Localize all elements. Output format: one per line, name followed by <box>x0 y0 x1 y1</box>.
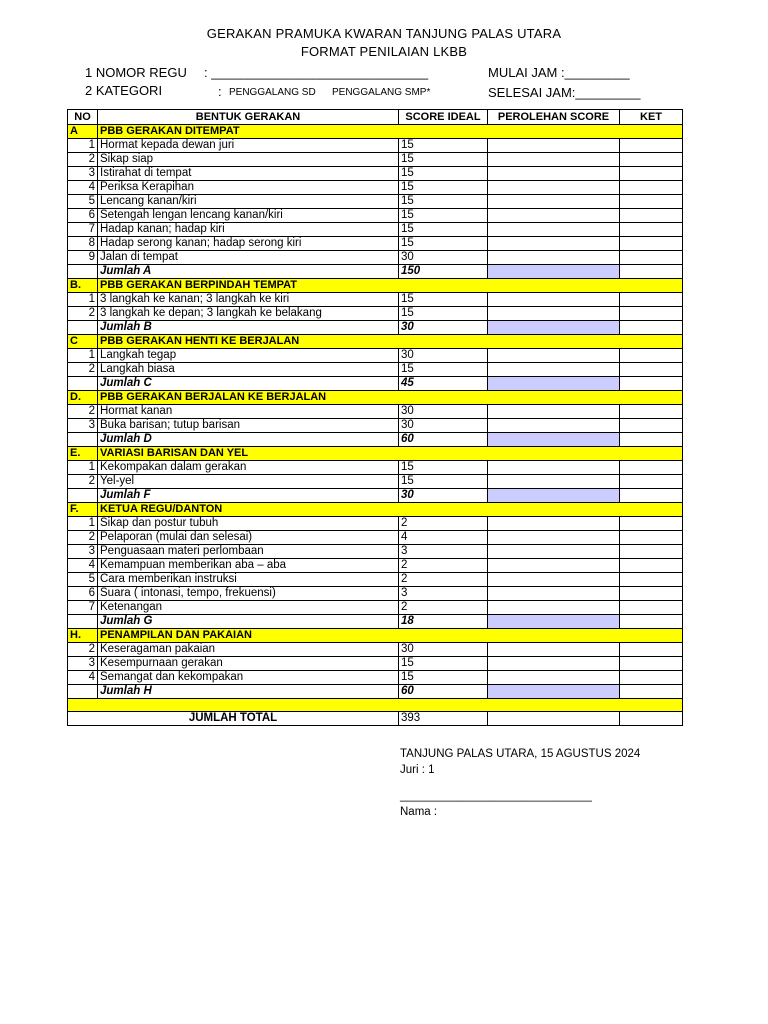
total-ket <box>620 712 683 726</box>
item-name: Keseragaman pakaian <box>98 643 399 657</box>
kategori-colon: : <box>218 84 222 99</box>
table-row <box>68 531 683 545</box>
item-no: 2 <box>68 475 98 489</box>
kategori-option-sd[interactable]: PENGGALANG SD <box>229 87 316 98</box>
col-header-ket: KET <box>620 110 683 125</box>
table-row <box>68 657 683 671</box>
section-code: D. <box>68 391 98 405</box>
table-row <box>68 573 683 587</box>
item-perolehan-score-input[interactable] <box>488 167 620 181</box>
item-no: 2 <box>68 363 98 377</box>
item-ket-input[interactable] <box>620 405 683 419</box>
table-row <box>68 181 683 195</box>
section-header-row <box>68 125 683 139</box>
subtotal-perolehan-input[interactable] <box>488 489 620 503</box>
item-ket-input[interactable] <box>620 671 683 685</box>
item-no: 5 <box>68 573 98 587</box>
item-no: 2 <box>68 643 98 657</box>
item-perolehan-score-input[interactable] <box>488 405 620 419</box>
kategori-option-smp[interactable]: PENGGALANG SMP* <box>332 87 431 98</box>
item-name: Buka barisan; tutup barisan <box>98 419 399 433</box>
subtotal-ket <box>620 489 683 503</box>
item-score-ideal: 15 <box>399 153 488 167</box>
item-no: 6 <box>68 587 98 601</box>
item-score-ideal: 4 <box>399 531 488 545</box>
col-header-score-ideal: SCORE IDEAL <box>399 110 488 125</box>
subtotal-perolehan-input[interactable] <box>488 615 620 629</box>
col-header-no: NO <box>68 110 98 125</box>
table-row <box>68 223 683 237</box>
table-row <box>68 209 683 223</box>
item-ket-input[interactable] <box>620 181 683 195</box>
total-label: JUMLAH TOTAL <box>68 712 399 726</box>
item-score-ideal: 15 <box>399 139 488 153</box>
table-row <box>68 153 683 167</box>
item-ket-input[interactable] <box>620 293 683 307</box>
item-ket-input[interactable] <box>620 251 683 265</box>
subtotal-score-ideal: 18 <box>399 615 488 629</box>
subtotal-ket <box>620 433 683 447</box>
item-perolehan-score-input[interactable] <box>488 307 620 321</box>
subtotal-perolehan-input[interactable] <box>488 265 620 279</box>
section-code: B. <box>68 279 98 293</box>
section-code: H. <box>68 629 98 643</box>
item-score-ideal: 15 <box>399 293 488 307</box>
item-perolehan-score-input[interactable] <box>488 657 620 671</box>
item-name: Kemampuan memberikan aba – aba <box>98 559 399 573</box>
item-ket-input[interactable] <box>620 223 683 237</box>
item-perolehan-score-input[interactable] <box>488 181 620 195</box>
item-score-ideal: 15 <box>399 181 488 195</box>
item-no: 2 <box>68 307 98 321</box>
table-row <box>68 517 683 531</box>
section-title: PENAMPILAN DAN PAKAIAN <box>98 629 683 643</box>
item-perolehan-score-input[interactable] <box>488 363 620 377</box>
subtotal-ket <box>620 377 683 391</box>
item-perolehan-score-input[interactable] <box>488 419 620 433</box>
item-perolehan-score-input[interactable] <box>488 195 620 209</box>
table-row <box>68 363 683 377</box>
table-row <box>68 475 683 489</box>
item-no: 3 <box>68 657 98 671</box>
item-no: 1 <box>68 293 98 307</box>
item-perolehan-score-input[interactable] <box>488 475 620 489</box>
section-code: F. <box>68 503 98 517</box>
total-score-ideal: 393 <box>399 712 488 726</box>
subtotal-no <box>68 321 98 335</box>
item-no: 4 <box>68 181 98 195</box>
subtotal-score-ideal: 30 <box>399 321 488 335</box>
assessment-table <box>67 109 683 726</box>
form-subtitle: FORMAT PENILAIAN LKBB <box>300 44 468 59</box>
item-no: 4 <box>68 671 98 685</box>
subtotal-score-ideal: 150 <box>399 265 488 279</box>
form-title: GERAKAN PRAMUKA KWARAN TANJUNG PALAS UTARA <box>206 26 562 41</box>
item-no: 2 <box>68 405 98 419</box>
item-ket-input[interactable] <box>620 559 683 573</box>
item-perolehan-score-input[interactable] <box>488 573 620 587</box>
item-score-ideal: 30 <box>399 251 488 265</box>
subtotal-ket <box>620 685 683 699</box>
subtotal-row <box>68 615 683 629</box>
item-perolehan-score-input[interactable] <box>488 251 620 265</box>
item-name: Cara memberikan instruksi <box>98 573 399 587</box>
item-score-ideal: 2 <box>399 573 488 587</box>
subtotal-row <box>68 489 683 503</box>
kategori-label: 2 KATEGORI <box>85 83 163 98</box>
section-header-row <box>68 279 683 293</box>
section-title: PBB GERAKAN DITEMPAT <box>98 125 683 139</box>
section-code: E. <box>68 447 98 461</box>
item-perolehan-score-input[interactable] <box>488 671 620 685</box>
item-perolehan-score-input[interactable] <box>488 153 620 167</box>
subtotal-score-ideal: 45 <box>399 377 488 391</box>
subtotal-no <box>68 433 98 447</box>
section-title: PBB GERAKAN BERPINDAH TEMPAT <box>98 279 683 293</box>
item-score-ideal: 3 <box>399 545 488 559</box>
item-score-ideal: 15 <box>399 223 488 237</box>
item-name: Hormat kanan <box>98 405 399 419</box>
item-score-ideal: 15 <box>399 195 488 209</box>
section-header-row <box>68 503 683 517</box>
item-ket-input[interactable] <box>620 419 683 433</box>
nomor-regu-field[interactable]: : ______________________________ <box>204 65 429 80</box>
item-ket-input[interactable] <box>620 601 683 615</box>
item-score-ideal: 30 <box>399 643 488 657</box>
section-header-row <box>68 391 683 405</box>
item-ket-input[interactable] <box>620 517 683 531</box>
item-name: Setengah lengan lencang kanan/kiri <box>98 209 399 223</box>
item-ket-input[interactable] <box>620 587 683 601</box>
item-perolehan-score-input[interactable] <box>488 517 620 531</box>
table-row <box>68 671 683 685</box>
table-header-row <box>68 110 683 125</box>
item-perolehan-score-input[interactable] <box>488 209 620 223</box>
item-no: 1 <box>68 349 98 363</box>
item-name: Sikap dan postur tubuh <box>98 517 399 531</box>
table-row <box>68 601 683 615</box>
item-score-ideal: 2 <box>399 517 488 531</box>
subtotal-score-ideal: 60 <box>399 433 488 447</box>
signature-line: ______________________________ <box>400 790 592 802</box>
subtotal-row <box>68 321 683 335</box>
item-score-ideal: 2 <box>399 601 488 615</box>
subtotal-perolehan-input[interactable] <box>488 433 620 447</box>
item-no: 8 <box>68 237 98 251</box>
item-no: 3 <box>68 545 98 559</box>
total-row <box>68 712 683 726</box>
subtotal-label: Jumlah A <box>98 265 399 279</box>
item-score-ideal: 2 <box>399 559 488 573</box>
subtotal-no <box>68 377 98 391</box>
item-perolehan-score-input[interactable] <box>488 461 620 475</box>
item-perolehan-score-input[interactable] <box>488 237 620 251</box>
section-title: VARIASI BARISAN DAN YEL <box>98 447 683 461</box>
item-ket-input[interactable] <box>620 545 683 559</box>
item-ket-input[interactable] <box>620 475 683 489</box>
item-score-ideal: 3 <box>399 587 488 601</box>
item-ket-input[interactable] <box>620 643 683 657</box>
item-no: 3 <box>68 419 98 433</box>
table-row <box>68 643 683 657</box>
item-no: 9 <box>68 251 98 265</box>
item-name: Hormat kepada dewan juri <box>98 139 399 153</box>
subtotal-perolehan-input[interactable] <box>488 685 620 699</box>
table-row <box>68 461 683 475</box>
item-name: Yel-yel <box>98 475 399 489</box>
subtotal-perolehan-input[interactable] <box>488 321 620 335</box>
item-no: 1 <box>68 139 98 153</box>
subtotal-no <box>68 685 98 699</box>
item-no: 3 <box>68 167 98 181</box>
subtotal-no <box>68 615 98 629</box>
item-name: 3 langkah ke kanan; 3 langkah ke kiri <box>98 293 399 307</box>
juri-label: Juri : 1 <box>400 764 435 776</box>
subtotal-label: Jumlah C <box>98 377 399 391</box>
item-name: Hadap serong kanan; hadap serong kiri <box>98 237 399 251</box>
item-ket-input[interactable] <box>620 349 683 363</box>
table-row <box>68 237 683 251</box>
table-row <box>68 307 683 321</box>
subtotal-ket <box>620 321 683 335</box>
table-row <box>68 349 683 363</box>
item-perolehan-score-input[interactable] <box>488 531 620 545</box>
item-no: 1 <box>68 461 98 475</box>
table-row <box>68 419 683 433</box>
item-perolehan-score-input[interactable] <box>488 293 620 307</box>
item-ket-input[interactable] <box>620 307 683 321</box>
item-name: Langkah biasa <box>98 363 399 377</box>
selesai-jam-field[interactable]: SELESAI JAM:_________ <box>488 85 641 100</box>
item-ket-input[interactable] <box>620 195 683 209</box>
table-row <box>68 405 683 419</box>
subtotal-row <box>68 685 683 699</box>
item-score-ideal: 15 <box>399 209 488 223</box>
nama-label[interactable]: Nama : <box>400 806 438 818</box>
table-row <box>68 293 683 307</box>
item-score-ideal: 30 <box>399 349 488 363</box>
section-header-row <box>68 629 683 643</box>
item-perolehan-score-input[interactable] <box>488 139 620 153</box>
total-perolehan-input[interactable] <box>488 712 620 726</box>
item-name: Istirahat di tempat <box>98 167 399 181</box>
item-no: 2 <box>68 153 98 167</box>
item-score-ideal: 30 <box>399 419 488 433</box>
table-row <box>68 545 683 559</box>
item-ket-input[interactable] <box>620 209 683 223</box>
item-name: Hadap kanan; hadap kiri <box>98 223 399 237</box>
item-perolehan-score-input[interactable] <box>488 223 620 237</box>
item-name: Kekompakan dalam gerakan <box>98 461 399 475</box>
table-row <box>68 559 683 573</box>
item-perolehan-score-input[interactable] <box>488 545 620 559</box>
item-no: 7 <box>68 223 98 237</box>
item-score-ideal: 15 <box>399 671 488 685</box>
item-ket-input[interactable] <box>620 461 683 475</box>
item-name: Penguasaan materi perlombaan <box>98 545 399 559</box>
subtotal-label: Jumlah H <box>98 685 399 699</box>
section-header-row <box>68 335 683 349</box>
place-date: TANJUNG PALAS UTARA, 15 AGUSTUS 2024 <box>400 748 641 760</box>
item-no: 2 <box>68 531 98 545</box>
nomor-regu-label: 1 NOMOR REGU <box>85 65 187 80</box>
item-score-ideal: 15 <box>399 307 488 321</box>
table-row <box>68 167 683 181</box>
table-row <box>68 139 683 153</box>
item-score-ideal: 30 <box>399 405 488 419</box>
table-row <box>68 587 683 601</box>
item-score-ideal: 15 <box>399 237 488 251</box>
item-name: Ketenangan <box>98 601 399 615</box>
section-header-row <box>68 447 683 461</box>
subtotal-row <box>68 265 683 279</box>
item-ket-input[interactable] <box>620 531 683 545</box>
subtotal-score-ideal: 30 <box>399 489 488 503</box>
section-code: A <box>68 125 98 139</box>
item-ket-input[interactable] <box>620 573 683 587</box>
item-no: 6 <box>68 209 98 223</box>
col-header-perolehan-score: PEROLEHAN SCORE <box>488 110 620 125</box>
subtotal-label: Jumlah G <box>98 615 399 629</box>
item-ket-input[interactable] <box>620 657 683 671</box>
item-name: Pelaporan (mulai dan selesai) <box>98 531 399 545</box>
item-ket-input[interactable] <box>620 139 683 153</box>
subtotal-score-ideal: 60 <box>399 685 488 699</box>
spacer-row <box>68 699 683 712</box>
item-ket-input[interactable] <box>620 153 683 167</box>
item-perolehan-score-input[interactable] <box>488 559 620 573</box>
item-perolehan-score-input[interactable] <box>488 643 620 657</box>
section-title: PBB GERAKAN BERJALAN KE BERJALAN <box>98 391 683 405</box>
item-score-ideal: 15 <box>399 461 488 475</box>
item-no: 4 <box>68 559 98 573</box>
table-row <box>68 195 683 209</box>
subtotal-perolehan-input[interactable] <box>488 377 620 391</box>
subtotal-ket <box>620 265 683 279</box>
item-name: Semangat dan kekompakan <box>98 671 399 685</box>
item-score-ideal: 15 <box>399 475 488 489</box>
subtotal-row <box>68 377 683 391</box>
mulai-jam-field[interactable]: MULAI JAM :_________ <box>488 65 630 80</box>
section-code: C <box>68 335 98 349</box>
col-header-bentuk-gerakan: BENTUK GERAKAN <box>98 110 399 125</box>
section-title: KETUA REGU/DANTON <box>98 503 683 517</box>
item-perolehan-score-input[interactable] <box>488 349 620 363</box>
item-ket-input[interactable] <box>620 363 683 377</box>
table-row <box>68 251 683 265</box>
item-name: Suara ( intonasi, tempo, frekuensi) <box>98 587 399 601</box>
item-no: 5 <box>68 195 98 209</box>
item-name: Jalan di tempat <box>98 251 399 265</box>
subtotal-label: Jumlah D <box>98 433 399 447</box>
subtotal-ket <box>620 615 683 629</box>
item-score-ideal: 15 <box>399 363 488 377</box>
subtotal-no <box>68 265 98 279</box>
item-name: Sikap siap <box>98 153 399 167</box>
spacer-cell <box>68 699 683 712</box>
item-name: Kesempurnaan gerakan <box>98 657 399 671</box>
subtotal-label: Jumlah F <box>98 489 399 503</box>
item-no: 7 <box>68 601 98 615</box>
subtotal-row <box>68 433 683 447</box>
item-perolehan-score-input[interactable] <box>488 601 620 615</box>
item-score-ideal: 15 <box>399 657 488 671</box>
subtotal-label: Jumlah B <box>98 321 399 335</box>
subtotal-no <box>68 489 98 503</box>
item-name: Periksa Kerapihan <box>98 181 399 195</box>
item-no: 1 <box>68 517 98 531</box>
item-ket-input[interactable] <box>620 237 683 251</box>
item-name: 3 langkah ke depan; 3 langkah ke belakang <box>98 307 399 321</box>
item-score-ideal: 15 <box>399 167 488 181</box>
item-ket-input[interactable] <box>620 167 683 181</box>
item-name: Lencang kanan/kiri <box>98 195 399 209</box>
item-perolehan-score-input[interactable] <box>488 587 620 601</box>
section-title: PBB GERAKAN HENTI KE BERJALAN <box>98 335 683 349</box>
item-name: Langkah tegap <box>98 349 399 363</box>
